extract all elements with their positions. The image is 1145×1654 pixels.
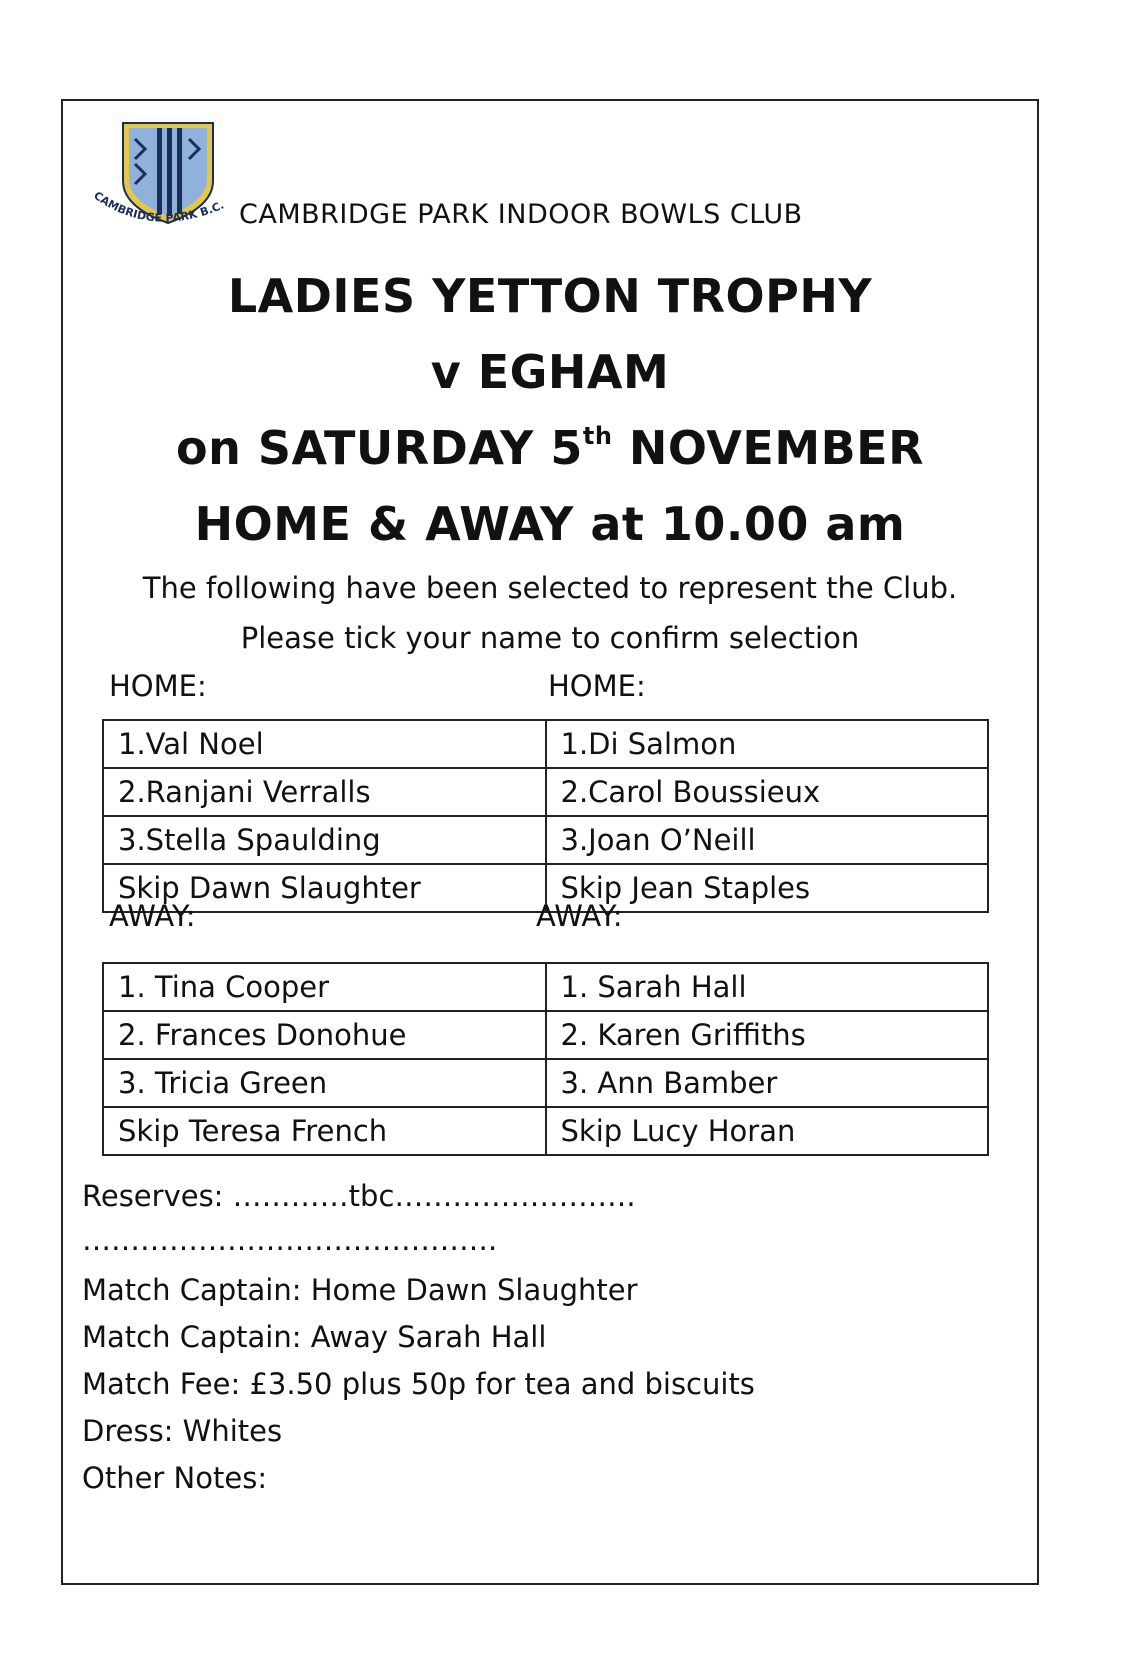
notice-frame: [61, 99, 1039, 1585]
time-line: HOME & AWAY at 10.00 am: [194, 497, 906, 551]
away-selection-table: [102, 962, 989, 1156]
player-cell[interactable]: 2. Frances Donohue: [103, 1011, 546, 1059]
table-row: [103, 720, 988, 768]
away-label-left: AWAY:: [109, 899, 196, 933]
player-cell[interactable]: 1. Sarah Hall: [546, 963, 989, 1011]
player-cell[interactable]: Skip Lucy Horan: [546, 1107, 989, 1155]
logo-text: CAMBRIDGE PARK B.C.: [91, 188, 226, 225]
reserves-line: Reserves: …………tbc…………………….: [82, 1179, 636, 1213]
table-row: [103, 1011, 988, 1059]
player-cell[interactable]: 1. Tina Cooper: [103, 963, 546, 1011]
match-fee-line: Match Fee: £3.50 plus 50p for tea and biscuits: [82, 1367, 755, 1401]
table-row: [103, 963, 988, 1011]
player-cell[interactable]: Skip Teresa French: [103, 1107, 546, 1155]
player-cell[interactable]: 3. Ann Bamber: [546, 1059, 989, 1107]
reserves-blank-line: …………………………………….: [82, 1223, 498, 1257]
home-captain-line: Match Captain: Home Dawn Slaughter: [82, 1273, 638, 1307]
table-row: [103, 1059, 988, 1107]
player-cell[interactable]: 2.Ranjani Verralls: [103, 768, 546, 816]
player-cell[interactable]: 2.Carol Boussieux: [546, 768, 989, 816]
player-cell[interactable]: 2. Karen Griffiths: [546, 1011, 989, 1059]
date-line: on SATURDAY 5th NOVEMBER: [175, 421, 925, 475]
player-cell[interactable]: 1.Val Noel: [103, 720, 546, 768]
player-cell[interactable]: 3. Tricia Green: [103, 1059, 546, 1107]
home-label-right: HOME:: [548, 669, 646, 703]
opponent-title: v EGHAM: [430, 345, 670, 399]
player-cell[interactable]: Skip Dawn Slaughter: [103, 864, 546, 912]
intro-text: The following have been selected to represent the Club.: [142, 571, 958, 605]
player-cell[interactable]: 1.Di Salmon: [546, 720, 989, 768]
player-cell[interactable]: 3.Joan O’Neill: [546, 816, 989, 864]
player-cell[interactable]: 3.Stella Spaulding: [103, 816, 546, 864]
other-notes-line: Other Notes:: [82, 1461, 268, 1495]
dress-line: Dress: Whites: [82, 1414, 283, 1448]
player-cell[interactable]: Skip Jean Staples: [546, 864, 989, 912]
away-captain-line: Match Captain: Away Sarah Hall: [82, 1320, 547, 1354]
trophy-title: LADIES YETTON TROPHY: [227, 269, 873, 323]
home-label-left: HOME:: [109, 669, 207, 703]
table-row: [103, 1107, 988, 1155]
home-selection-table: [102, 719, 989, 913]
table-row: [103, 816, 988, 864]
club-name: CAMBRIDGE PARK INDOOR BOWLS CLUB: [239, 199, 803, 230]
table-row: [103, 768, 988, 816]
away-label-right: AWAY:: [536, 899, 623, 933]
confirm-instruction: Please tick your name to confirm selection: [240, 621, 860, 655]
club-logo: [85, 119, 235, 237]
